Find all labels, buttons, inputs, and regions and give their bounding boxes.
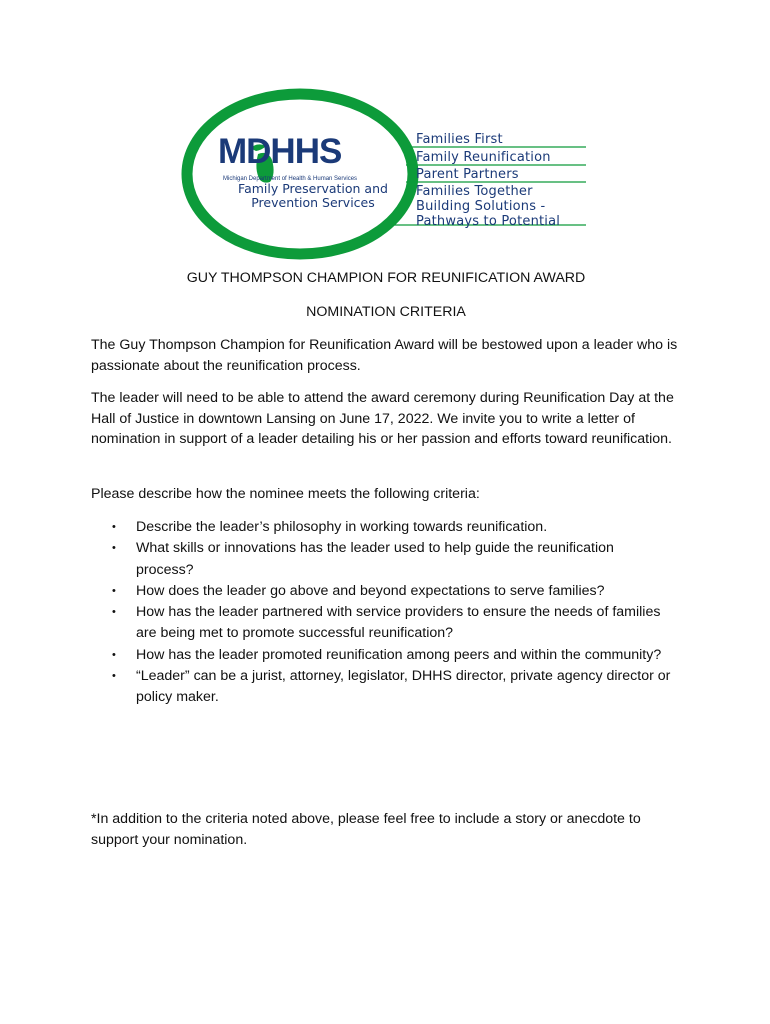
criteria-text: How does the leader go above and beyond expectations to serve families? [136, 582, 605, 599]
tagline-families-together [416, 184, 560, 229]
bullet-icon: • [112, 584, 116, 597]
logo-program-line-1: Family Preservation and [238, 181, 388, 196]
criteria-item [91, 581, 671, 602]
intro-paragraph: The Guy Thompson Champion for Reunification Award will be bestowed upon a leader who is passionate about the reunification process. [91, 337, 678, 374]
bullet-icon: • [112, 670, 116, 683]
tagline-families-first: Families First [416, 132, 503, 147]
tagline-families-together-line-3: Pathways to Potential [416, 214, 561, 229]
logo-program-line-2: Prevention Services [251, 195, 375, 210]
bullet-icon: • [112, 521, 116, 533]
criteria-item [91, 666, 671, 709]
ceremony-paragraph: The leader will need to be able to attend the award ceremony during Reunification Day at the Hall of Justice in downtown Lansing on June 17, 2022. We invite you to write a letter of nomination in support of a leader detailing his or her passion and efforts toward reunification. [91, 390, 674, 447]
criteria-text: What skills or innovations has the leader used to help guide the reunification process? [136, 540, 614, 578]
tagline-families-together-line-1: Families Together [416, 184, 533, 199]
tagline-families-together-line-2: Building Solutions - [416, 199, 546, 214]
logo-ring-graphic [180, 88, 590, 256]
criteria-intro: Please describe how the nominee meets the following criteria: [91, 486, 480, 502]
criteria-item [91, 645, 671, 666]
document-title: GUY THOMPSON CHAMPION FOR REUNIFICATION AWARD [186, 270, 586, 286]
criteria-item [91, 517, 671, 538]
criteria-text: “Leader” can be a jurist, attorney, legislator, DHHS director, private agency director or policy maker. [136, 668, 671, 706]
logo-acronym: MDHHS [218, 132, 342, 171]
criteria-item [91, 602, 671, 645]
bullet-icon: • [112, 648, 116, 661]
bullet-icon: • [112, 542, 116, 555]
criteria-text: How has the leader promoted reunification among peers and within the community? [136, 646, 662, 663]
bullet-icon: • [112, 606, 116, 619]
logo-program-name [218, 182, 408, 210]
criteria-text: Describe the leader’s philosophy in working towards reunification. [136, 519, 548, 535]
criteria-text: How has the leader partnered with service providers to ensure the needs of families are being met to promote successful reunification? [136, 604, 661, 642]
tagline-parent-partners: Parent Partners [416, 167, 519, 182]
tagline-family-reunification: Family Reunification [416, 150, 551, 165]
document-subtitle: NOMINATION CRITERIA [306, 304, 466, 320]
criteria-list [91, 517, 671, 709]
logo-department-name: Michigan Department of Health & Human Services [223, 176, 358, 182]
footnote-paragraph: *In addition to the criteria noted above, please feel free to include a story or anecdote to support your nomination. [91, 811, 641, 848]
criteria-item [91, 538, 671, 581]
mdhhs-logo [180, 88, 590, 256]
